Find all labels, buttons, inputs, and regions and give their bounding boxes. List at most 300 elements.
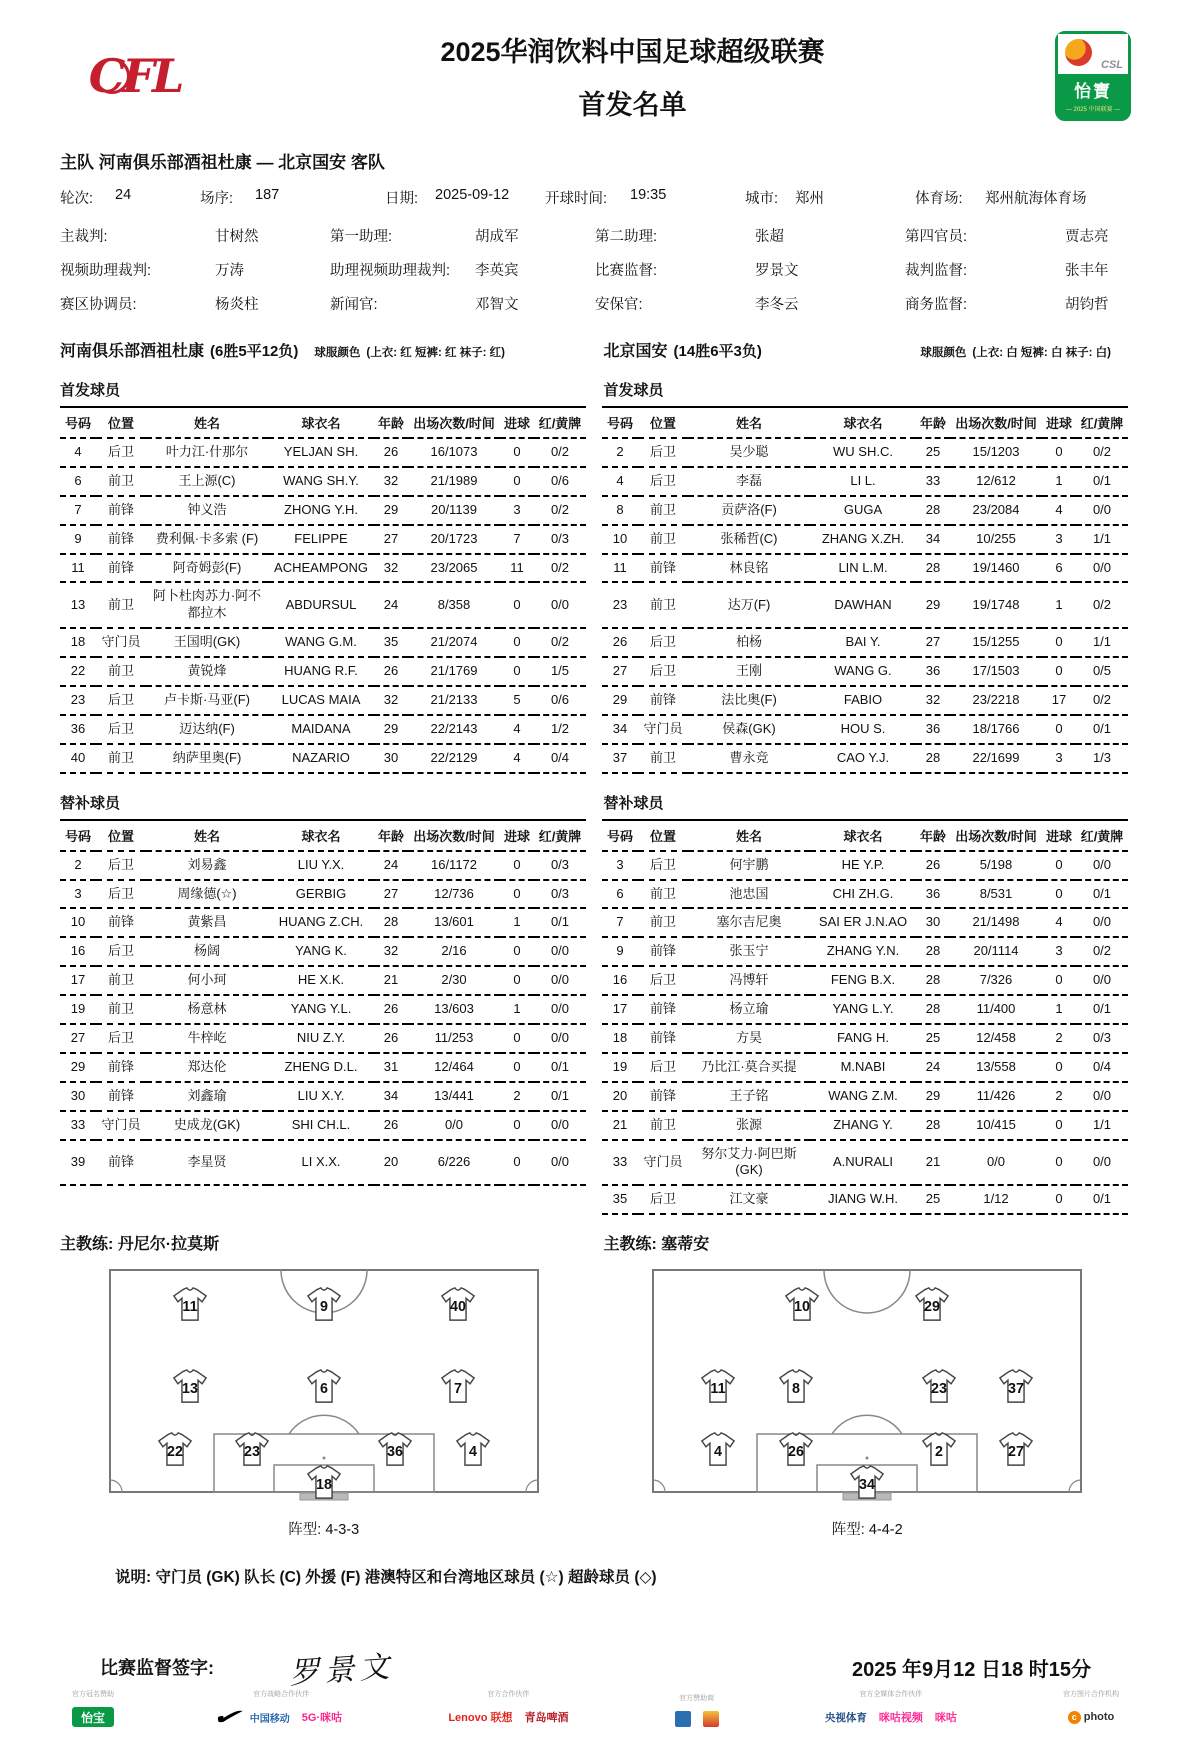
player-cell: 0/0 (1076, 966, 1128, 995)
column-gap (586, 908, 602, 937)
column-header: 红/黄牌 (1076, 407, 1128, 438)
player-cell: 17 (60, 966, 96, 995)
player-cell: 6/226 (408, 1140, 500, 1186)
column-header: 球衣名 (810, 820, 916, 851)
player-cell: 0/6 (534, 686, 586, 715)
svg-text:29: 29 (924, 1299, 940, 1316)
player-cell: 27 (374, 525, 408, 554)
sponsor-logo-cmcc: 中国移动 (249, 1713, 290, 1725)
player-cell: 0/0 (534, 1140, 586, 1186)
away-subs-title: 替补球员 (603, 794, 664, 812)
field-value: 郑州 (795, 191, 824, 207)
player-cell: 21/1498 (950, 908, 1042, 937)
column-header: 位置 (96, 407, 146, 438)
home-team-record: (6胜5平12负) (210, 343, 299, 360)
home-starters-title: 首发球员 (60, 382, 121, 399)
player-cell: 40 (60, 744, 96, 773)
player-cell: 29 (916, 1082, 950, 1111)
empty-cell (60, 1185, 96, 1214)
player-cell: 33 (916, 467, 950, 496)
player-cell: 2 (602, 438, 638, 467)
player-cell: 4 (1042, 496, 1076, 525)
subs-section-titles (60, 792, 1131, 813)
sponsor-group (675, 1693, 719, 1727)
player-cell: 0/2 (534, 496, 586, 525)
player-cell: 2/30 (408, 966, 500, 995)
player-cell: 26 (916, 851, 950, 880)
column-gap (586, 628, 602, 657)
player-cell: 前锋 (96, 1082, 146, 1111)
player-cell: NAZARIO (268, 744, 374, 773)
player-cell: 35 (602, 1185, 638, 1214)
player-cell: 0 (500, 438, 534, 467)
sponsor-group-label: 官方图片合作机构 (1063, 1691, 1119, 1699)
player-cell: 前卫 (638, 496, 688, 525)
column-header: 球衣名 (268, 820, 374, 851)
player-cell: 后卫 (96, 686, 146, 715)
subs-table-head (60, 820, 1128, 851)
field-label: 场序: (200, 191, 234, 207)
player-cell: ZHANG Y.N. (810, 937, 916, 966)
player-cell: 6 (602, 880, 638, 909)
player-cell: 贡萨洛(F) (688, 496, 810, 525)
jersey-icon (778, 1432, 814, 1466)
player-cell: 阿奇姆彭(F) (146, 554, 268, 583)
player-cell: NIU Z.Y. (268, 1024, 374, 1053)
player-cell: WANG Z.M. (810, 1082, 916, 1111)
field-value: 罗景文 (755, 263, 799, 279)
field-value: 贾志亮 (1065, 229, 1109, 245)
column-header: 球衣名 (810, 407, 916, 438)
player-cell: LI L. (810, 467, 916, 496)
league-title: 2025华润饮料中国足球超级联赛 (440, 37, 825, 67)
column-header: 进球 (500, 407, 534, 438)
field-label: 第二助理: (595, 229, 658, 245)
player-cell: 0 (500, 937, 534, 966)
player-cell: 34 (916, 525, 950, 554)
column-header: 年龄 (916, 407, 950, 438)
player-cell: 26 (374, 995, 408, 1024)
player-cell: M.NABI (810, 1053, 916, 1082)
player-cell: 1 (1042, 995, 1076, 1024)
player-cell: 21/1989 (408, 467, 500, 496)
away-team-header (604, 338, 1132, 361)
jersey-icon (455, 1432, 491, 1466)
jersey-icon (172, 1369, 208, 1403)
column-header: 姓名 (146, 820, 268, 851)
player-cell: 20 (374, 1140, 408, 1186)
player-cell: 28 (916, 554, 950, 583)
player-cell: 30 (374, 744, 408, 773)
player-cell: 9 (602, 937, 638, 966)
column-gap (586, 820, 602, 851)
player-cell: 王刚 (688, 657, 810, 686)
empty-cell (146, 1185, 268, 1214)
jersey-icon (234, 1432, 270, 1466)
player-cell: 1/3 (1076, 744, 1128, 773)
player-cell: 0/0 (950, 1140, 1042, 1186)
player-cell: 张玉宁 (688, 937, 810, 966)
player-cell: 0 (1042, 1140, 1076, 1186)
svg-text:8: 8 (791, 1381, 800, 1398)
field-value: 张丰年 (1065, 263, 1109, 279)
player-cell: 何小珂 (146, 966, 268, 995)
player-cell: 4 (60, 438, 96, 467)
player-cell: 守门员 (96, 628, 146, 657)
player-cell: WU SH.C. (810, 438, 916, 467)
field-value: 郑州航海体育场 (985, 191, 1087, 207)
player-cell: 0 (1042, 628, 1076, 657)
player-cell: 前卫 (96, 582, 146, 628)
column-gap (586, 1082, 602, 1111)
player-cell: 26 (374, 1024, 408, 1053)
player-cell: 0/0 (1076, 554, 1128, 583)
player-cell: 后卫 (96, 438, 146, 467)
player-cell: BAI Y. (810, 628, 916, 657)
player-cell: 7/326 (950, 966, 1042, 995)
starters-section-titles (60, 379, 1131, 400)
svg-text:27: 27 (1008, 1444, 1025, 1461)
player-cell: 后卫 (638, 628, 688, 657)
player-cell: 27 (916, 628, 950, 657)
sponsor-logo-migu: 咪咕 (934, 1712, 957, 1725)
field-label: 安保官: (595, 297, 643, 313)
player-row (60, 554, 1128, 583)
match-teams-line: 主队 河南俱乐部酒祖杜康 — 北京国安 客队 (60, 153, 385, 172)
player-cell: 15/1255 (950, 628, 1042, 657)
csl-wordmark: CSL (1101, 59, 1123, 71)
player-cell: SAI ER J.N.AO (810, 908, 916, 937)
home-team-header (60, 338, 588, 361)
player-cell: 守门员 (638, 715, 688, 744)
player-cell: ZHANG X.ZH. (810, 525, 916, 554)
column-gap (586, 657, 602, 686)
player-cell: YELJAN SH. (268, 438, 374, 467)
player-cell: CAO Y.J. (810, 744, 916, 773)
player-cell: 23 (602, 582, 638, 628)
player-row (60, 438, 1128, 467)
player-cell: 27 (602, 657, 638, 686)
player-cell: 后卫 (96, 715, 146, 744)
player-cell: MAIDANA (268, 715, 374, 744)
player-cell: 23/2084 (950, 496, 1042, 525)
sponsor-logo-yibao: 怡宝 (72, 1707, 114, 1727)
player-cell: 0/6 (534, 467, 586, 496)
jersey-icon (778, 1369, 814, 1403)
player-cell: 6 (60, 467, 96, 496)
column-header: 姓名 (688, 820, 810, 851)
player-cell: 11 (500, 554, 534, 583)
player-cell: 0/2 (1076, 582, 1128, 628)
player-cell: 19 (60, 995, 96, 1024)
column-gap (586, 525, 602, 554)
player-cell: 江文豪 (688, 1185, 810, 1214)
svg-text:7: 7 (453, 1381, 462, 1398)
player-cell: 后卫 (638, 1185, 688, 1214)
player-cell: 前卫 (638, 880, 688, 909)
away-pitch-diagram (651, 1268, 1083, 1502)
player-cell: 28 (916, 937, 950, 966)
player-cell: WANG G.M. (268, 628, 374, 657)
column-header: 进球 (1042, 820, 1076, 851)
column-gap (586, 715, 602, 744)
player-cell: 1/1 (1076, 525, 1128, 554)
column-header: 姓名 (146, 407, 268, 438)
home-kit-label: 球服颜色 (314, 347, 361, 359)
player-cell: WANG G. (810, 657, 916, 686)
column-header: 号码 (60, 820, 96, 851)
player-cell: 前卫 (96, 744, 146, 773)
player-cell: 0/0 (534, 995, 586, 1024)
player-cell: HUANG Z.CH. (268, 908, 374, 937)
field-value: 邓智文 (475, 297, 519, 313)
empty-cell (268, 1185, 374, 1214)
player-cell: 前卫 (638, 582, 688, 628)
player-cell: 4 (602, 467, 638, 496)
field-label: 日期: (385, 191, 419, 207)
svg-text:9: 9 (319, 1299, 328, 1316)
player-cell: 0 (500, 467, 534, 496)
player-cell: 23 (60, 686, 96, 715)
sponsor-logos-row (1068, 1707, 1115, 1727)
empty-cell (534, 1185, 586, 1214)
column-gap (586, 582, 602, 628)
player-cell: 前卫 (638, 908, 688, 937)
player-cell: LIU Y.X. (268, 851, 374, 880)
player-cell: 0/1 (534, 1082, 586, 1111)
player-cell: 21/1769 (408, 657, 500, 686)
player-cell: 27 (60, 1024, 96, 1053)
field-label: 轮次: (60, 191, 94, 207)
header-row (60, 820, 1128, 851)
player-cell: 39 (60, 1140, 96, 1186)
sponsor-group-label: 官方全媒体合作伙伴 (859, 1691, 923, 1699)
player-cell: 37 (602, 744, 638, 773)
supervisor-signature: 罗景文 (288, 1649, 396, 1692)
player-cell: 前卫 (638, 744, 688, 773)
player-cell: 3 (1042, 744, 1076, 773)
sponsor-logo-lenovo: Lenovo 联想 (448, 1712, 513, 1725)
player-cell: 0/0 (534, 1024, 586, 1053)
player-cell: 11/253 (408, 1024, 500, 1053)
player-cell: 11 (60, 554, 96, 583)
player-cell: 0/1 (1076, 1185, 1128, 1214)
player-cell: 王上源(C) (146, 467, 268, 496)
sponsor-group (1063, 1689, 1119, 1727)
player-cell: HUANG R.F. (268, 657, 374, 686)
player-cell: 17 (602, 995, 638, 1024)
player-cell: 16 (602, 966, 638, 995)
player-cell: 0/0 (534, 937, 586, 966)
player-cell: 3 (1042, 937, 1076, 966)
player-cell: 黄锐烽 (146, 657, 268, 686)
jersey-icon (306, 1465, 342, 1499)
player-cell: 0/1 (1076, 467, 1128, 496)
player-cell: 张稀哲(C) (688, 525, 810, 554)
player-cell: 5/198 (950, 851, 1042, 880)
player-cell: 4 (500, 744, 534, 773)
field-value: 187 (255, 187, 280, 203)
player-cell: 31 (374, 1053, 408, 1082)
player-cell: 前卫 (638, 1111, 688, 1140)
player-cell: 0 (1042, 851, 1076, 880)
player-cell: 12/464 (408, 1053, 500, 1082)
svg-text:23: 23 (244, 1444, 261, 1461)
player-cell: 后卫 (638, 1053, 688, 1082)
cfl-logo (60, 36, 210, 116)
player-cell: 12/736 (408, 880, 500, 909)
player-cell: 0/4 (1076, 1053, 1128, 1082)
player-row (60, 744, 1128, 773)
jersey-icon (998, 1369, 1034, 1403)
player-cell: 前卫 (96, 966, 146, 995)
player-cell: 后卫 (638, 467, 688, 496)
player-cell: 28 (916, 496, 950, 525)
field-label: 商务监督: (905, 297, 968, 313)
player-cell: 乃比江·莫合买提 (688, 1053, 810, 1082)
player-cell: 6 (1042, 554, 1076, 583)
player-cell: 28 (916, 995, 950, 1024)
player-cell: 27 (374, 880, 408, 909)
player-cell: 29 (374, 715, 408, 744)
player-cell: 0 (1042, 1185, 1076, 1214)
sponsor-logo-nike (220, 1707, 238, 1727)
player-cell: 0 (1042, 1053, 1076, 1082)
player-cell: 前锋 (96, 1053, 146, 1082)
player-cell: 16/1073 (408, 438, 500, 467)
player-cell: 0 (1042, 657, 1076, 686)
field-value: 杨炎柱 (215, 297, 259, 313)
column-gap (586, 1111, 602, 1140)
field-label: 开球时间: (545, 191, 608, 207)
home-pitch-diagram (108, 1268, 540, 1502)
player-cell: 28 (374, 908, 408, 937)
field-label: 主裁判: (60, 229, 108, 245)
player-cell: 20/1723 (408, 525, 500, 554)
title-block (210, 30, 1055, 122)
jersey-icon (921, 1369, 957, 1403)
player-cell: 11 (602, 554, 638, 583)
player-cell: 11/426 (950, 1082, 1042, 1111)
player-cell: 3 (500, 496, 534, 525)
player-cell: 0/1 (1076, 880, 1128, 909)
player-cell: 前卫 (96, 995, 146, 1024)
player-cell: LUCAS MAIA (268, 686, 374, 715)
player-cell: 后卫 (638, 657, 688, 686)
player-cell: 19/1748 (950, 582, 1042, 628)
svg-text:10: 10 (794, 1299, 811, 1316)
player-cell: 0 (500, 851, 534, 880)
player-cell: 后卫 (96, 937, 146, 966)
player-cell: 杨立瑜 (688, 995, 810, 1024)
player-cell: 17/1503 (950, 657, 1042, 686)
player-cell: 0/0 (534, 966, 586, 995)
player-cell: 1 (1042, 467, 1076, 496)
player-row (60, 467, 1128, 496)
field-value: 胡钧哲 (1065, 297, 1109, 313)
player-cell: 1/12 (950, 1185, 1042, 1214)
player-cell: 35 (374, 628, 408, 657)
column-header: 号码 (602, 407, 638, 438)
signature-row (60, 1645, 1131, 1692)
player-row (60, 1024, 1128, 1053)
player-cell: 7 (500, 525, 534, 554)
player-cell: 郑达伦 (146, 1053, 268, 1082)
player-cell: 21 (916, 1140, 950, 1186)
player-cell: 史成龙(GK) (146, 1111, 268, 1140)
field-value: 张超 (755, 229, 784, 245)
column-header: 红/黄牌 (1076, 820, 1128, 851)
away-kit-colors: (上衣: 白 短裤: 白 袜子: 白) (972, 347, 1111, 359)
player-cell: 30 (60, 1082, 96, 1111)
player-cell: 24 (374, 851, 408, 880)
player-cell: 18 (60, 628, 96, 657)
player-cell: 前锋 (638, 554, 688, 583)
player-cell: 34 (374, 1082, 408, 1111)
field-label: 视频助理裁判: (60, 263, 152, 279)
player-cell: 侯森(GK) (688, 715, 810, 744)
home-pitch-wrap (60, 1268, 588, 1539)
player-cell: 32 (916, 686, 950, 715)
player-cell: 前锋 (96, 554, 146, 583)
starters-table (60, 406, 1128, 774)
sponsor-group-label: 官方赞助商 (679, 1695, 715, 1703)
sponsor-logo-badge-gold (703, 1711, 719, 1727)
player-cell: 10 (602, 525, 638, 554)
player-cell: 杨意林 (146, 995, 268, 1024)
player-cell: 28 (916, 744, 950, 773)
column-header: 位置 (96, 820, 146, 851)
column-gap (586, 554, 602, 583)
player-cell: 13 (60, 582, 96, 628)
away-kit-label: 球服颜色 (920, 347, 967, 359)
player-cell: 20 (602, 1082, 638, 1111)
player-cell: 2 (500, 1082, 534, 1111)
jersey-icon (998, 1432, 1034, 1466)
sponsor-logo-migu: 5G·咪咕 (301, 1712, 343, 1725)
column-gap (586, 467, 602, 496)
player-cell: ZHENG D.L. (268, 1053, 374, 1082)
player-cell: LIN L.M. (810, 554, 916, 583)
player-cell: 3 (602, 851, 638, 880)
sponsor-group-label: 官方冠名赞助 (72, 1691, 114, 1699)
jersey-icon (914, 1287, 950, 1321)
player-cell: 后卫 (96, 1024, 146, 1053)
svg-text:22: 22 (166, 1444, 183, 1461)
player-row (60, 715, 1128, 744)
player-cell: 后卫 (638, 438, 688, 467)
player-cell: 后卫 (96, 851, 146, 880)
home-formation-label: 阵型: 4-3-3 (288, 1522, 360, 1539)
player-cell: ABDURSUL (268, 582, 374, 628)
sponsor-logos-row (675, 1711, 719, 1727)
player-cell: 0/0 (408, 1111, 500, 1140)
player-cell: 努尔艾力·阿巴斯 (GK) (688, 1140, 810, 1186)
column-gap (586, 744, 602, 773)
player-cell: 36 (916, 715, 950, 744)
player-cell: 何宇鹏 (688, 851, 810, 880)
column-header: 出场次数/时间 (408, 820, 500, 851)
header-row (60, 407, 1128, 438)
player-cell: 前锋 (96, 525, 146, 554)
player-cell: 24 (374, 582, 408, 628)
column-header: 红/黄牌 (534, 820, 586, 851)
svg-text:11: 11 (710, 1381, 726, 1398)
player-cell: 0/0 (1076, 908, 1128, 937)
column-header: 球衣名 (268, 407, 374, 438)
player-cell: 36 (916, 880, 950, 909)
column-header: 姓名 (688, 407, 810, 438)
